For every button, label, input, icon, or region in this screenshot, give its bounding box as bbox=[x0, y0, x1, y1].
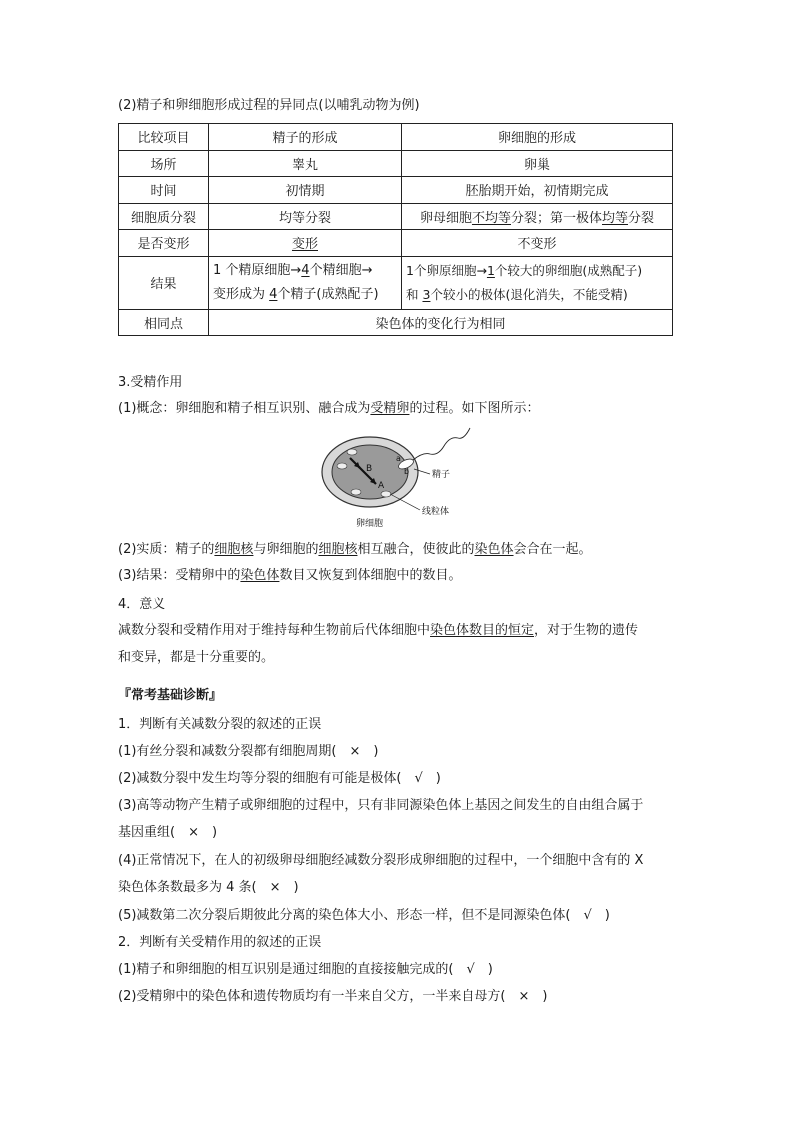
label-mitochondrion: 线粒体 bbox=[422, 507, 450, 517]
egg-cell: 胚胎期开始，初情期完成 bbox=[402, 177, 673, 204]
egg-result-cell: 1个卵原细胞→1个较大的卵细胞(成熟配子) 和 3个较小的极体(退化消失，不能受精) bbox=[402, 256, 673, 309]
table-row bbox=[119, 150, 673, 177]
q1-item-4b: 染色体条数最多为 4 条( × ) bbox=[118, 880, 299, 895]
row-label: 结果 bbox=[119, 256, 209, 309]
label-A: A bbox=[378, 481, 385, 491]
sperm-cell: 变形 bbox=[209, 230, 402, 257]
sperm-tail-shape bbox=[413, 428, 470, 460]
mitochondrion-shape bbox=[337, 463, 347, 469]
fertilization-diagram bbox=[318, 422, 478, 532]
q1-item-3a: (3)高等动物产生精子或卵细胞的过程中，只有非同源染色体上基因之间发生的自由组合属于 bbox=[118, 798, 644, 813]
same-value-cell: 染色体的变化行为相同 bbox=[209, 309, 673, 336]
q1-item-3b: 基因重组( × ) bbox=[118, 825, 218, 840]
header-cell: 卵细胞的形成 bbox=[402, 124, 673, 151]
table-header-row bbox=[119, 124, 673, 151]
mitochondrion-shape bbox=[351, 489, 361, 495]
q1-item-1: (1)有丝分裂和减数分裂都有细胞周期( × ) bbox=[118, 744, 379, 759]
egg-cell: 不变形 bbox=[402, 230, 673, 257]
fert-concept: (1)概念：卵细胞和精子相互识别、融合成为受精卵的过程。如下图所示： bbox=[118, 401, 540, 416]
meaning-line-1: 减数分裂和受精作用对于维持每种生物前后代体细胞中染色体数目的恒定，对于生物的遗传 bbox=[118, 623, 639, 638]
row-label: 细胞质分裂 bbox=[119, 203, 209, 230]
fert-essence: (2)实质：精子的细胞核与卵细胞的细胞核相互融合，使彼此的染色体会合在一起。 bbox=[118, 542, 592, 557]
row-label: 时间 bbox=[119, 177, 209, 204]
q2-heading: 2．判断有关受精作用的叙述的正误 bbox=[118, 935, 322, 950]
q1-item-4a: (4)正常情况下，在人的初级卵母细胞经减数分裂形成卵细胞的过程中，一个细胞中含有的 X bbox=[118, 853, 644, 868]
table-row bbox=[119, 230, 673, 257]
section-title: (2)精子和卵细胞形成过程的异同点(以哺乳动物为例) bbox=[118, 98, 420, 113]
row-label: 场所 bbox=[119, 150, 209, 177]
fert-heading: 3.受精作用 bbox=[118, 375, 183, 390]
q1-item-5: (5)减数第二次分裂后期彼此分离的染色体大小、形态一样，但不是同源染色体( √ ) bbox=[118, 908, 610, 923]
egg-cell: 卵巢 bbox=[402, 150, 673, 177]
fert-result: (3)结果：受精卵中的染色体数目又恢复到体细胞中的数目。 bbox=[118, 568, 462, 583]
sperm-result-cell: 1 个精原细胞→4个精细胞→ 变形成为 4个精子(成熟配子) bbox=[209, 256, 402, 309]
q2-item-1: (1)精子和卵细胞的相互识别是通过细胞的直接接触完成的( √ ) bbox=[118, 962, 493, 977]
label-b: b bbox=[404, 467, 410, 476]
table-row bbox=[119, 309, 673, 336]
diagnosis-title: 『常考基础诊断』 bbox=[118, 688, 223, 703]
mitochondrion-shape bbox=[347, 449, 357, 455]
table-row bbox=[119, 177, 673, 204]
label-sperm: 精子 bbox=[432, 470, 451, 480]
table-row bbox=[119, 256, 673, 309]
meaning-heading: 4．意义 bbox=[118, 597, 166, 612]
sperm-cell: 均等分裂 bbox=[209, 203, 402, 230]
header-cell: 比较项目 bbox=[119, 124, 209, 151]
label-egg: 卵细胞 bbox=[356, 519, 384, 529]
q1-item-2: (2)减数分裂中发生均等分裂的细胞有可能是极体( √ ) bbox=[118, 771, 441, 786]
comparison-table bbox=[118, 123, 673, 336]
label-a: a bbox=[396, 454, 401, 463]
table-row bbox=[119, 203, 673, 230]
mitochondrion-shape bbox=[381, 491, 391, 497]
row-label: 是否变形 bbox=[119, 230, 209, 257]
sperm-cell: 初情期 bbox=[209, 177, 402, 204]
header-cell: 精子的形成 bbox=[209, 124, 402, 151]
row-label: 相同点 bbox=[119, 309, 209, 336]
egg-cell: 卵母细胞不均等分裂；第一极体均等分裂 bbox=[402, 203, 673, 230]
q1-heading: 1．判断有关减数分裂的叙述的正误 bbox=[118, 717, 322, 732]
label-B: B bbox=[366, 464, 373, 474]
sperm-cell: 睾丸 bbox=[209, 150, 402, 177]
meaning-line-2: 和变异，都是十分重要的。 bbox=[118, 650, 275, 665]
q2-item-2: (2)受精卵中的染色体和遗传物质均有一半来自父方，一半来自母方( × ) bbox=[118, 989, 548, 1004]
